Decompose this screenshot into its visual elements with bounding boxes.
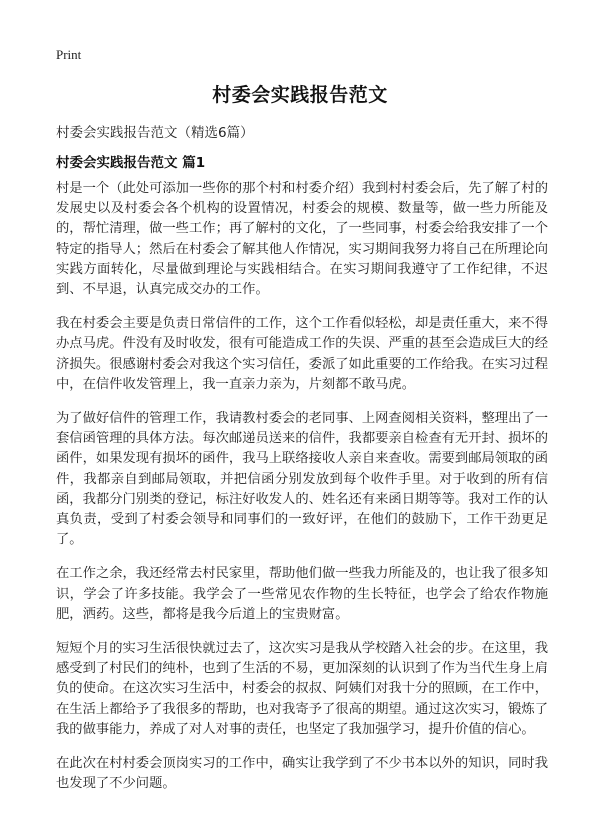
document-body <box>56 179 548 808</box>
paragraph-1: 村是一个（此处可添加一些你的那个村和村委介绍）我到村村委会后，先了解了村的发展史以及村委会各个机构的设置情况，村委会的规模、数量等，做一些力所能及的，帮忙清理，做一些工作；再了解村的文化，了一些同事，村委会给我安排了一个特定的指导人；然后在村委会了解其他人作情况，实习期间我努力将自己在所理论向实践方面转化，尽量做到理论与实践相结合。在实习期间我遵守了工作纪律，不迟到、不早退，认真完成交办的工作。 <box>56 181 548 298</box>
paragraph-4: 在工作之余，我还经常去村民家里，帮助他们做一些我力所能及的，也让我了很多知识，学会了许多技能。我学会了一些常见农作物的生长特征，也学会了给农作物施肥，洒药。这些，都将是我今后道上的宝贵财富。 <box>56 566 548 622</box>
section-heading: 村委会实践报告范文 篇1 <box>56 155 206 171</box>
paragraph-3: 为了做好信件的管理工作，我请教村委会的老同事、上网查阅相关资料，整理出了一套信函管理的具体方法。每次邮递员送来的信件，我都要亲自检查有无开封、损坏的函件，如果发现有损坏的函件，我马上联络接收人亲自来查收。需要到邮局领取的函件，我都亲自到邮局领取，并把信函分别发放到每个收件手里。对于收到的所有信函，我都分门别类的登记，标注好收发人的、姓名还有来函日期等等。我对工作的认真负责，受到了村委会领导和同事们的一致好评，在他们的鼓励下，工作干劲更足了。 <box>56 411 548 548</box>
paragraph-5: 短短个月的实习生活很快就过去了，这次实习是我从学校踏入社会的步。在这里，我感受到了村民们的纯朴，也到了生活的不易，更加深刻的认识到了作为当代生身上肩负的使命。在这次实习生活中，村委会的叔叔、阿姨们对我十分的照顾，在工作中，在生活上都给予了我很多的帮助，也对我寄予了很高的期望。通过这次实习，锻炼了我的做事能力，养成了对人对事的责任，也坚定了我加强学习，提升价值的信心。 <box>56 641 548 737</box>
document-subtitle: 村委会实践报告范文（精选6篇） <box>56 125 254 141</box>
paragraph-6: 在此次在村村委会顶岗实习的工作中，确实让我学到了不少书本以外的知识，同时我也发现了不少问题。 <box>56 756 548 792</box>
document-title: 村委会实践报告范文 <box>212 84 388 106</box>
print-label: Print <box>56 47 82 62</box>
paragraph-2: 我在村委会主要是负责日常信件的工作，这个工作看似轻松，却是责任重大，来不得办点马虎。件没有及时收发，很有可能造成工作的失误、严重的甚至会造成巨大的经济损失。很感谢村委会对我这个实习信任，委派了如此重要的工作给我。在实习过程中，在信件收发管理上，我一直亲力亲为，片刻都不敢马虎。 <box>56 316 548 392</box>
